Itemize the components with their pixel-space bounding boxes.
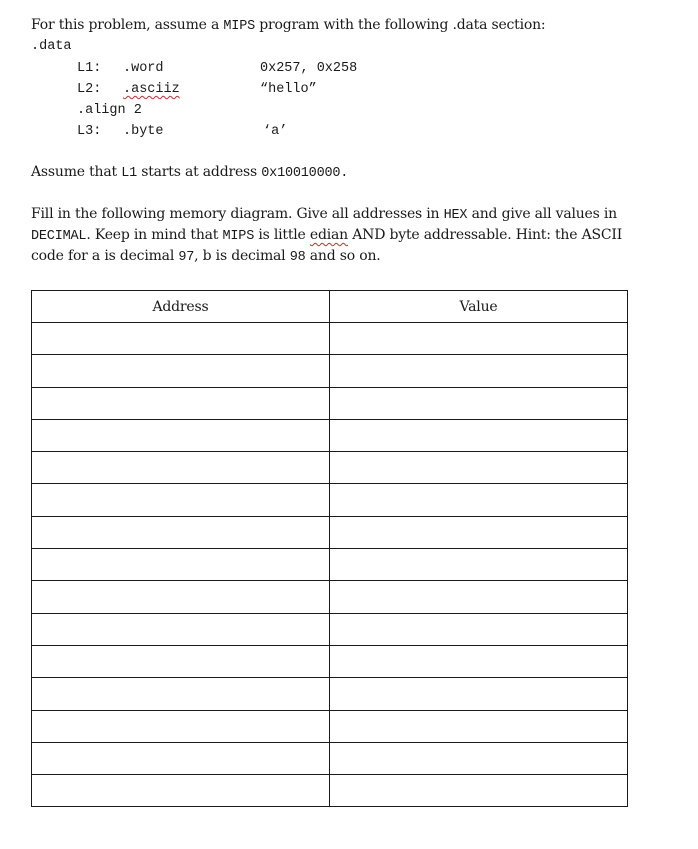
value-cell[interactable] — [330, 678, 628, 710]
table-row — [32, 678, 628, 710]
memory-diagram-table — [31, 290, 628, 807]
intro-mips: MIPS — [223, 19, 256, 34]
instructions-edian: edian — [309, 227, 348, 243]
instructions-p5: AND byte addressable. Hint: the ASCII — [347, 227, 623, 243]
value-cell[interactable] — [330, 355, 628, 387]
assume-address: 0x10010000. — [261, 166, 349, 181]
value-cell[interactable] — [330, 516, 628, 548]
address-cell[interactable] — [32, 549, 330, 581]
address-cell[interactable] — [32, 484, 330, 516]
table-row — [32, 549, 628, 581]
table-row — [32, 775, 628, 807]
table-row — [32, 581, 628, 613]
value-cell[interactable] — [330, 387, 628, 419]
address-cell[interactable] — [32, 710, 330, 742]
address-cell[interactable] — [32, 323, 330, 355]
address-cell[interactable] — [32, 516, 330, 548]
address-cell[interactable] — [32, 355, 330, 387]
address-cell[interactable] — [32, 452, 330, 484]
memory-table-body — [32, 323, 628, 807]
value-cell[interactable] — [330, 419, 628, 451]
instructions-n98: 98 — [289, 250, 306, 265]
instructions-line-3 — [31, 248, 381, 265]
value-cell[interactable] — [330, 613, 628, 645]
assume-line — [31, 164, 348, 181]
assume-text-middle: starts at address — [137, 164, 262, 180]
value-cell[interactable] — [330, 484, 628, 516]
table-row — [32, 387, 628, 419]
address-cell[interactable] — [32, 678, 330, 710]
value-cell[interactable] — [330, 452, 628, 484]
value-cell[interactable] — [330, 775, 628, 807]
intro-line — [31, 17, 545, 34]
value-column-header: Value — [330, 291, 628, 323]
code-l2-label: L2: — [77, 82, 102, 97]
address-column-header: Address — [32, 291, 330, 323]
table-row — [32, 452, 628, 484]
address-cell[interactable] — [32, 645, 330, 677]
value-cell[interactable] — [330, 710, 628, 742]
instructions-n97: 97 — [178, 250, 195, 265]
code-l3-label: L3: — [77, 124, 102, 139]
assume-label: L1 — [121, 166, 137, 181]
address-cell[interactable] — [32, 613, 330, 645]
instructions-p6: code for a is decimal — [31, 248, 179, 264]
instructions-p8: and so on. — [305, 248, 381, 264]
table-row — [32, 645, 628, 677]
code-align: .align 2 — [77, 103, 142, 118]
value-cell[interactable] — [330, 323, 628, 355]
value-cell[interactable] — [330, 645, 628, 677]
code-l3-value: ‘a’ — [263, 124, 288, 139]
value-cell[interactable] — [330, 549, 628, 581]
code-l3-directive: .byte — [123, 124, 164, 139]
instructions-p2: and give all values in — [467, 206, 617, 222]
table-row — [32, 419, 628, 451]
instructions-p4: is little — [254, 227, 310, 243]
instructions-p1: Fill in the following memory diagram. Give all addresses in — [31, 206, 444, 222]
intro-text-before: For this problem, assume a — [31, 17, 224, 33]
instructions-decimal: DECIMAL — [31, 229, 87, 244]
address-cell[interactable] — [32, 775, 330, 807]
code-l1-directive: .word — [123, 61, 164, 76]
assume-text-before: Assume that — [31, 164, 122, 180]
instructions-mips: MIPS — [222, 229, 255, 244]
table-row — [32, 323, 628, 355]
table-row — [32, 710, 628, 742]
instructions-line-2 — [31, 227, 622, 244]
table-row — [32, 742, 628, 774]
instructions-hex: HEX — [443, 208, 468, 223]
code-l1-value: 0x257, 0x258 — [260, 61, 358, 76]
intro-text-after: program with the following .data section: — [255, 17, 546, 33]
instructions-p7: , b is decimal — [194, 248, 290, 264]
code-l1-label: L1: — [77, 61, 102, 76]
value-cell[interactable] — [330, 581, 628, 613]
address-cell[interactable] — [32, 742, 330, 774]
table-header-row — [32, 291, 628, 323]
table-row — [32, 484, 628, 516]
instructions-line-1 — [31, 206, 617, 223]
instructions-p3: . Keep in mind that — [86, 227, 223, 243]
address-cell[interactable] — [32, 419, 330, 451]
table-row — [32, 516, 628, 548]
address-cell[interactable] — [32, 387, 330, 419]
table-row — [32, 355, 628, 387]
table-row — [32, 613, 628, 645]
code-data-directive: .data — [31, 39, 72, 54]
code-l2-directive: .asciiz — [123, 82, 180, 97]
address-cell[interactable] — [32, 581, 330, 613]
value-cell[interactable] — [330, 742, 628, 774]
code-l2-value: “hello” — [260, 82, 317, 97]
